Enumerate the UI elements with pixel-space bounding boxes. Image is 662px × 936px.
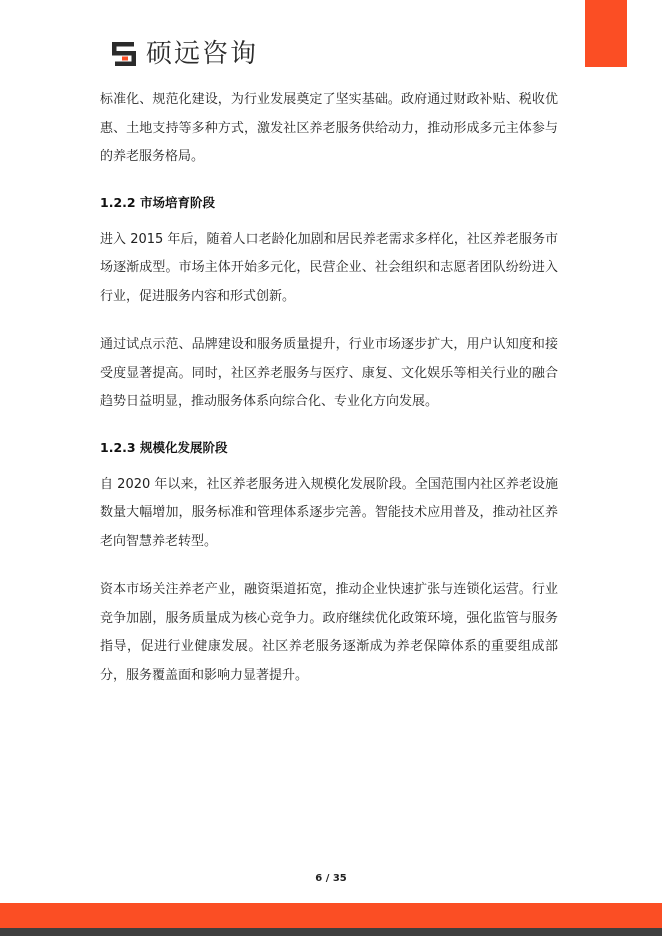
- corner-accent-tab: [585, 0, 627, 67]
- footer-dark-bar: [0, 928, 662, 936]
- page-number: 6 / 35: [315, 873, 347, 884]
- scale-paragraph-1: 自 2020 年以来，社区养老服务进入规模化发展阶段。全国范围内社区养老设施数量大幅增加，服务标准和管理体系逐步完善。智能技术应用普及，推动社区养老向智慧养老转型。: [100, 476, 558, 549]
- intro-paragraph: 标准化、规范化建设，为行业发展奠定了坚实基础。政府通过财政补贴、税收优惠、土地支持等多种方式，激发社区养老服务供给动力，推动形成多元主体参与的养老服务格局。: [100, 92, 558, 164]
- section-heading-market-stage: 1.2.2 市场培育阶段: [100, 194, 215, 210]
- footer-accent-bar: [0, 903, 662, 928]
- company-logo: [110, 37, 258, 71]
- logo-text: 硕远咨询: [146, 39, 259, 69]
- market-paragraph-2: 通过试点示范、品牌建设和服务质量提升，行业市场逐步扩大，用户认知度和接受度显著提高。同时，社区养老服务与医疗、康复、文化娱乐等相关行业的融合趋势日益明显，推动服务体系向综合化、专业化方向发展。: [100, 337, 558, 409]
- logo-s-mark-icon: [110, 40, 140, 68]
- document-body: [100, 86, 558, 710]
- section-heading-scale-stage: 1.2.3 规模化发展阶段: [100, 439, 228, 455]
- scale-paragraph-2: 资本市场关注养老产业，融资渠道拓宽，推动企业快速扩张与连锁化运营。行业竞争加剧，服务质量成为核心竞争力。政府继续优化政策环境，强化监管与服务指导，促进行业健康发展。社区养老服务逐渐成为养老保障体系的重要组成部分，服务覆盖面和影响力显著提升。: [100, 582, 558, 683]
- market-paragraph-1: 进入 2015 年后，随着人口老龄化加剧和居民养老需求多样化，社区养老服务市场逐渐成型。市场主体开始多元化，民营企业、社会组织和志愿者团队纷纷进入行业，促进服务内容和形式创新。: [100, 231, 558, 304]
